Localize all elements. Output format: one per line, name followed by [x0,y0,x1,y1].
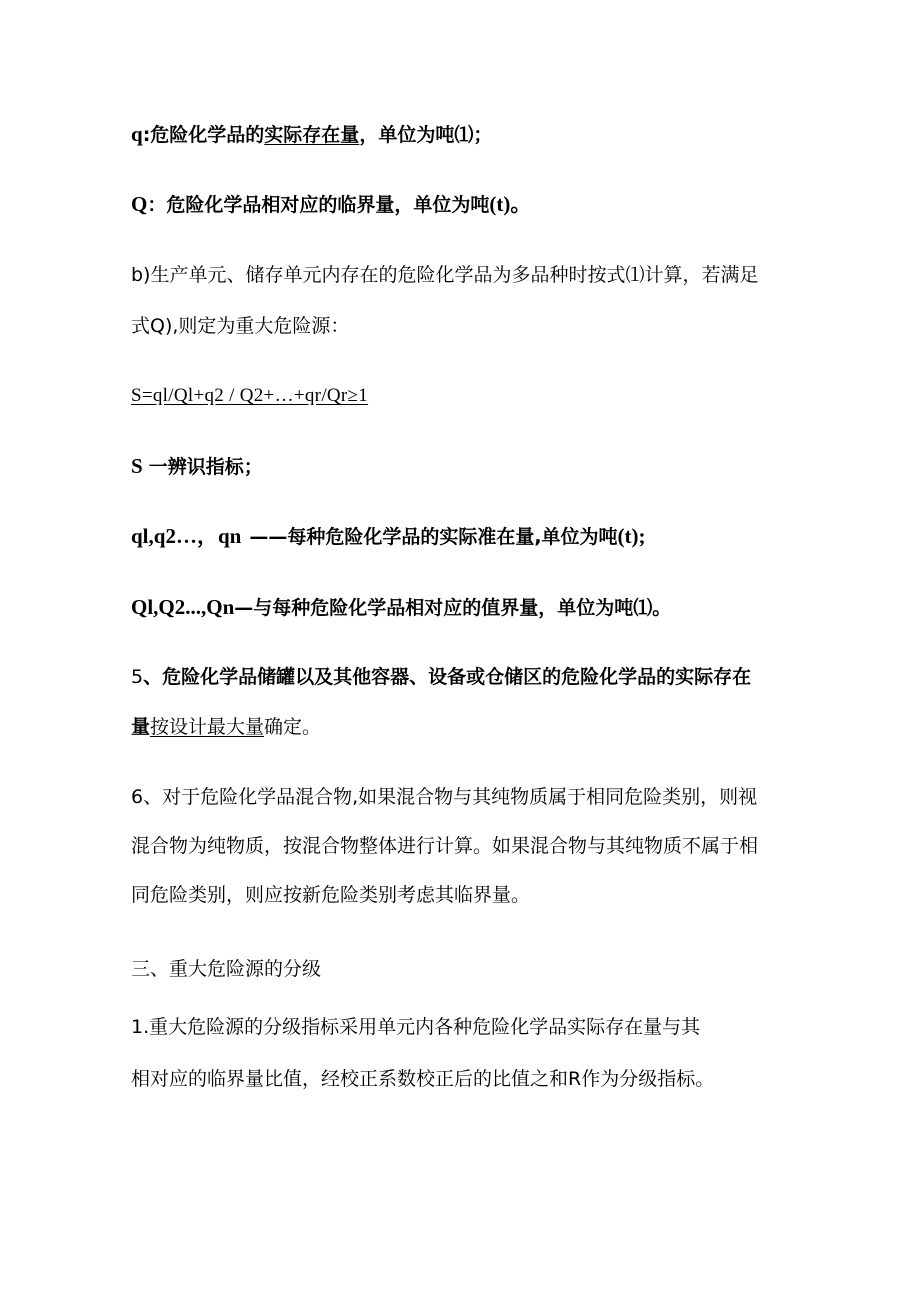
item-6-line-3: 同危险类别，则应按新危险类别考虑其临界量。 [131,884,531,906]
definition-q: q:危险化学品的实际存在量，单位为吨⑴； [131,122,493,146]
item-5-line-2: 量按设计最大量确定。 [131,716,322,738]
section-3-item-1-line-1: 1.重大危险源的分级指标采用单元内各种危险化学品实际存在量与其 [131,1016,701,1038]
section-3-item-1-line-2: 相对应的临界量比值，经校正系数校正后的比值之和R作为分级指标。 [131,1068,715,1090]
definition-qn: ql,q2…，qn ——每种危险化学品的实际准在量,单位为吨(t); [131,524,646,548]
definition-Q: Q：危险化学品相对应的临界量，单位为吨(t)。 [131,192,532,216]
paragraph-b-line-2: 式Q),则定为重大危险源： [131,315,350,337]
definition-s: S 一辨识指标； [131,454,263,478]
section-heading-3: 三、重大危险源的分级 [131,958,322,980]
item-6-line-1: 6、对于危险化学品混合物,如果混合物与其纯物质属于相同危险类别，则视 [131,786,758,808]
formula-s: S=ql/Ql+q2 / Q2+…+qr/Qr≥1 [131,385,369,406]
item-5-line-1: 5、危险化学品储罐以及其他容器、设备或仓储区的危险化学品的实际存在 [131,666,752,688]
definition-Qn: Ql,Q2...,Qn—与每种危险化学品相对应的值界量，单位为吨⑴。 [131,595,672,619]
paragraph-b-line-1: b)生产单元、储存单元内存在的危险化学品为多品种时按式⑴计算，若满足 [131,264,759,286]
item-6-line-2: 混合物为纯物质，按混合物整体进行计算。如果混合物与其纯物质不属于相 [131,835,759,857]
